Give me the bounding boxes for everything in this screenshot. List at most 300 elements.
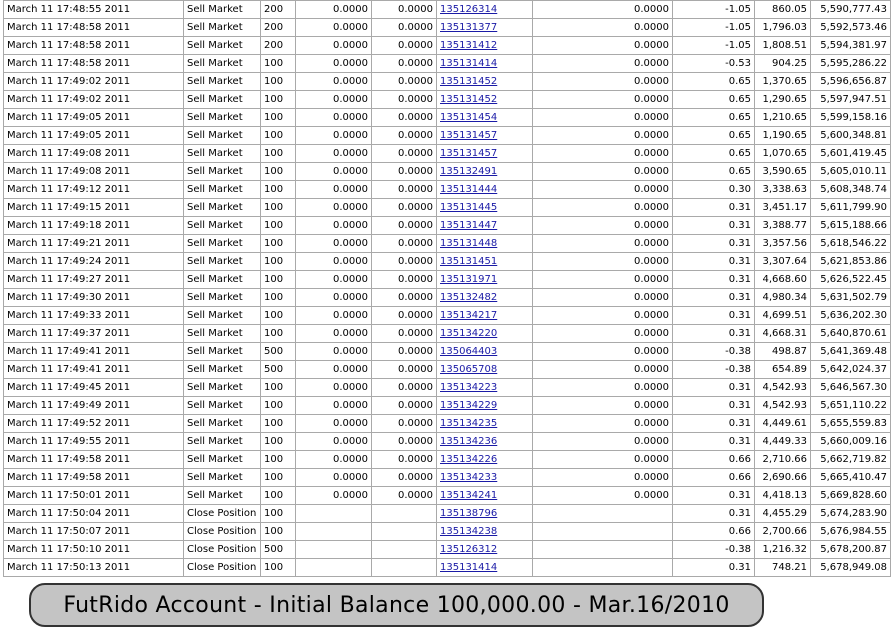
cell-profit: 3,590.65 [755, 163, 811, 181]
cell-time: March 11 17:49:21 2011 [4, 235, 184, 253]
cell-type: Close Position [184, 559, 261, 577]
cell-balance: 5,594,381.97 [811, 37, 891, 55]
cell-time: March 11 17:49:30 2011 [4, 289, 184, 307]
cell-swap: 0.31 [673, 217, 755, 235]
cell-take-profit: 0.0000 [372, 37, 437, 55]
cell-size: 200 [261, 1, 296, 19]
cell-order-link [437, 55, 533, 73]
cell-swap: 0.66 [673, 523, 755, 541]
cell-take-profit: 0.0000 [372, 343, 437, 361]
table-row [4, 271, 891, 289]
cell-balance: 5,660,009.16 [811, 433, 891, 451]
cell-take-profit: 0.0000 [372, 289, 437, 307]
order-link[interactable]: 135064403 [440, 346, 498, 357]
cell-price: 0.0000 [533, 199, 673, 217]
cell-time: March 11 17:50:10 2011 [4, 541, 184, 559]
cell-balance: 5,651,110.22 [811, 397, 891, 415]
cell-stop-loss [296, 559, 372, 577]
cell-size: 100 [261, 235, 296, 253]
cell-balance: 5,626,522.45 [811, 271, 891, 289]
cell-size: 100 [261, 145, 296, 163]
cell-stop-loss: 0.0000 [296, 73, 372, 91]
cell-size: 100 [261, 163, 296, 181]
order-link[interactable]: 135134223 [440, 382, 498, 393]
cell-balance: 5,590,777.43 [811, 1, 891, 19]
order-link[interactable]: 135132482 [440, 292, 498, 303]
cell-type: Sell Market [184, 253, 261, 271]
cell-profit: 4,668.60 [755, 271, 811, 289]
cell-stop-loss: 0.0000 [296, 181, 372, 199]
cell-profit: 3,357.56 [755, 235, 811, 253]
cell-time: March 11 17:50:01 2011 [4, 487, 184, 505]
cell-take-profit [372, 559, 437, 577]
cell-take-profit: 0.0000 [372, 55, 437, 73]
cell-type: Sell Market [184, 469, 261, 487]
cell-price: 0.0000 [533, 379, 673, 397]
cell-swap: 0.31 [673, 397, 755, 415]
cell-order-link [437, 541, 533, 559]
cell-balance: 5,669,828.60 [811, 487, 891, 505]
cell-swap: 0.31 [673, 199, 755, 217]
cell-swap: 0.31 [673, 487, 755, 505]
cell-balance: 5,665,410.47 [811, 469, 891, 487]
cell-take-profit [372, 523, 437, 541]
table-row [4, 253, 891, 271]
cell-profit: 860.05 [755, 1, 811, 19]
cell-type: Sell Market [184, 379, 261, 397]
cell-profit: 1,290.65 [755, 91, 811, 109]
cell-take-profit: 0.0000 [372, 379, 437, 397]
cell-profit: 904.25 [755, 55, 811, 73]
cell-price: 0.0000 [533, 145, 673, 163]
cell-balance: 5,674,283.90 [811, 505, 891, 523]
cell-time: March 11 17:49:15 2011 [4, 199, 184, 217]
table-row [4, 415, 891, 433]
cell-swap: 0.31 [673, 307, 755, 325]
cell-size: 100 [261, 73, 296, 91]
order-link[interactable]: 135131457 [440, 130, 498, 141]
order-link[interactable]: 135134238 [440, 526, 498, 537]
cell-type: Sell Market [184, 181, 261, 199]
order-link[interactable]: 135134217 [440, 310, 498, 321]
cell-size: 100 [261, 325, 296, 343]
cell-size: 100 [261, 253, 296, 271]
cell-take-profit: 0.0000 [372, 127, 437, 145]
cell-take-profit: 0.0000 [372, 73, 437, 91]
cell-time: March 11 17:49:58 2011 [4, 451, 184, 469]
order-link[interactable]: 135131414 [440, 58, 498, 69]
order-link[interactable]: 135131971 [440, 274, 498, 285]
cell-size: 200 [261, 37, 296, 55]
order-link[interactable]: 135131444 [440, 184, 498, 195]
cell-take-profit: 0.0000 [372, 469, 437, 487]
cell-type: Sell Market [184, 127, 261, 145]
cell-stop-loss: 0.0000 [296, 433, 372, 451]
cell-profit: 1,190.65 [755, 127, 811, 145]
cell-size: 100 [261, 289, 296, 307]
order-link[interactable]: 135126314 [440, 4, 498, 15]
table-row [4, 325, 891, 343]
cell-type: Sell Market [184, 451, 261, 469]
cell-profit: 4,418.13 [755, 487, 811, 505]
cell-order-link [437, 505, 533, 523]
cell-price: 0.0000 [533, 415, 673, 433]
cell-size: 500 [261, 343, 296, 361]
table-row [4, 523, 891, 541]
cell-type: Sell Market [184, 415, 261, 433]
cell-swap: -0.38 [673, 343, 755, 361]
cell-swap: 0.31 [673, 433, 755, 451]
table-row [4, 451, 891, 469]
order-link[interactable]: 135134241 [440, 490, 498, 501]
cell-take-profit: 0.0000 [372, 397, 437, 415]
cell-take-profit: 0.0000 [372, 433, 437, 451]
cell-profit: 4,668.31 [755, 325, 811, 343]
cell-type: Close Position [184, 541, 261, 559]
cell-size: 100 [261, 487, 296, 505]
order-link[interactable]: 135131454 [440, 112, 498, 123]
cell-swap: -1.05 [673, 37, 755, 55]
cell-balance: 5,605,010.11 [811, 163, 891, 181]
cell-type: Sell Market [184, 19, 261, 37]
cell-price: 0.0000 [533, 37, 673, 55]
order-link[interactable]: 135131414 [440, 562, 498, 573]
cell-profit: 4,455.29 [755, 505, 811, 523]
cell-profit: 748.21 [755, 559, 811, 577]
cell-type: Sell Market [184, 91, 261, 109]
cell-type: Sell Market [184, 397, 261, 415]
cell-swap: -0.38 [673, 361, 755, 379]
cell-take-profit: 0.0000 [372, 163, 437, 181]
table-row [4, 109, 891, 127]
cell-size: 100 [261, 307, 296, 325]
cell-time: March 11 17:50:07 2011 [4, 523, 184, 541]
cell-order-link [437, 37, 533, 55]
cell-profit: 1,796.03 [755, 19, 811, 37]
cell-swap: 0.65 [673, 73, 755, 91]
cell-stop-loss: 0.0000 [296, 55, 372, 73]
cell-stop-loss: 0.0000 [296, 487, 372, 505]
cell-swap: 0.31 [673, 559, 755, 577]
cell-type: Close Position [184, 523, 261, 541]
table-row [4, 307, 891, 325]
cell-time: March 11 17:49:33 2011 [4, 307, 184, 325]
cell-stop-loss: 0.0000 [296, 163, 372, 181]
table-row [4, 217, 891, 235]
table-row [4, 361, 891, 379]
cell-balance: 5,640,870.61 [811, 325, 891, 343]
cell-take-profit: 0.0000 [372, 271, 437, 289]
cell-swap: 0.66 [673, 469, 755, 487]
cell-type: Sell Market [184, 199, 261, 217]
cell-order-link [437, 361, 533, 379]
table-row [4, 487, 891, 505]
cell-profit: 2,710.66 [755, 451, 811, 469]
cell-time: March 11 17:49:52 2011 [4, 415, 184, 433]
cell-profit: 2,700.66 [755, 523, 811, 541]
cell-stop-loss: 0.0000 [296, 37, 372, 55]
cell-profit: 4,449.33 [755, 433, 811, 451]
cell-type: Sell Market [184, 487, 261, 505]
cell-price: 0.0000 [533, 307, 673, 325]
cell-stop-loss: 0.0000 [296, 343, 372, 361]
cell-order-link [437, 397, 533, 415]
cell-order-link [437, 1, 533, 19]
order-link[interactable]: 135131457 [440, 148, 498, 159]
cell-size: 100 [261, 469, 296, 487]
cell-size: 500 [261, 361, 296, 379]
order-link[interactable]: 135134235 [440, 418, 498, 429]
cell-price: 0.0000 [533, 271, 673, 289]
cell-swap: 0.31 [673, 325, 755, 343]
cell-swap: -0.53 [673, 55, 755, 73]
cell-stop-loss: 0.0000 [296, 469, 372, 487]
cell-price [533, 559, 673, 577]
cell-type: Sell Market [184, 217, 261, 235]
cell-order-link [437, 73, 533, 91]
cell-stop-loss: 0.0000 [296, 109, 372, 127]
cell-stop-loss [296, 541, 372, 559]
cell-order-link [437, 271, 533, 289]
cell-take-profit: 0.0000 [372, 1, 437, 19]
cell-swap: 0.31 [673, 289, 755, 307]
cell-balance: 5,592,573.46 [811, 19, 891, 37]
cell-order-link [437, 325, 533, 343]
cell-type: Sell Market [184, 343, 261, 361]
cell-stop-loss: 0.0000 [296, 379, 372, 397]
cell-order-link [437, 253, 533, 271]
cell-size: 200 [261, 19, 296, 37]
cell-price [533, 505, 673, 523]
cell-balance: 5,621,853.86 [811, 253, 891, 271]
order-link[interactable]: 135131451 [440, 256, 498, 267]
cell-order-link [437, 343, 533, 361]
cell-profit: 1,210.65 [755, 109, 811, 127]
trade-table-body [4, 1, 891, 577]
cell-stop-loss: 0.0000 [296, 19, 372, 37]
cell-type: Sell Market [184, 361, 261, 379]
cell-type: Sell Market [184, 271, 261, 289]
order-link[interactable]: 135131448 [440, 238, 498, 249]
order-link[interactable]: 135131447 [440, 220, 498, 231]
cell-time: March 11 17:49:02 2011 [4, 91, 184, 109]
cell-time: March 11 17:49:58 2011 [4, 469, 184, 487]
cell-profit: 2,690.66 [755, 469, 811, 487]
cell-swap: 0.31 [673, 253, 755, 271]
cell-order-link [437, 415, 533, 433]
table-row [4, 541, 891, 559]
cell-size: 100 [261, 271, 296, 289]
cell-time: March 11 17:49:08 2011 [4, 145, 184, 163]
cell-order-link [437, 19, 533, 37]
cell-size: 100 [261, 91, 296, 109]
cell-time: March 11 17:50:13 2011 [4, 559, 184, 577]
cell-size: 100 [261, 55, 296, 73]
table-row [4, 343, 891, 361]
cell-stop-loss: 0.0000 [296, 145, 372, 163]
cell-swap: 0.30 [673, 181, 755, 199]
cell-time: March 11 17:49:37 2011 [4, 325, 184, 343]
cell-time: March 11 17:49:05 2011 [4, 109, 184, 127]
table-row [4, 559, 891, 577]
cell-price: 0.0000 [533, 235, 673, 253]
cell-profit: 4,542.93 [755, 379, 811, 397]
cell-price: 0.0000 [533, 127, 673, 145]
cell-price: 0.0000 [533, 451, 673, 469]
cell-order-link [437, 379, 533, 397]
cell-price: 0.0000 [533, 343, 673, 361]
cell-type: Sell Market [184, 109, 261, 127]
order-link[interactable]: 135131452 [440, 76, 498, 87]
cell-balance: 5,655,559.83 [811, 415, 891, 433]
cell-time: March 11 17:48:58 2011 [4, 19, 184, 37]
order-link[interactable]: 135131445 [440, 202, 498, 213]
cell-order-link [437, 109, 533, 127]
cell-profit: 3,307.64 [755, 253, 811, 271]
order-link[interactable]: 135134220 [440, 328, 498, 339]
cell-stop-loss: 0.0000 [296, 325, 372, 343]
cell-type: Sell Market [184, 325, 261, 343]
cell-order-link [437, 235, 533, 253]
cell-price: 0.0000 [533, 289, 673, 307]
cell-type: Close Position [184, 505, 261, 523]
cell-price: 0.0000 [533, 181, 673, 199]
cell-profit: 1,070.65 [755, 145, 811, 163]
cell-take-profit: 0.0000 [372, 181, 437, 199]
cell-stop-loss: 0.0000 [296, 307, 372, 325]
cell-profit: 4,980.34 [755, 289, 811, 307]
cell-time: March 11 17:49:55 2011 [4, 433, 184, 451]
cell-stop-loss [296, 505, 372, 523]
cell-stop-loss: 0.0000 [296, 397, 372, 415]
table-row [4, 289, 891, 307]
cell-swap: 0.31 [673, 271, 755, 289]
trade-history-table [3, 0, 891, 577]
order-link[interactable]: 135065708 [440, 364, 498, 375]
cell-size: 100 [261, 181, 296, 199]
cell-price: 0.0000 [533, 253, 673, 271]
cell-time: March 11 17:48:55 2011 [4, 1, 184, 19]
cell-order-link [437, 289, 533, 307]
cell-price: 0.0000 [533, 217, 673, 235]
cell-order-link [437, 433, 533, 451]
cell-time: March 11 17:49:41 2011 [4, 361, 184, 379]
cell-price: 0.0000 [533, 487, 673, 505]
cell-price: 0.0000 [533, 19, 673, 37]
table-row [4, 163, 891, 181]
cell-price [533, 523, 673, 541]
cell-take-profit: 0.0000 [372, 19, 437, 37]
order-link[interactable]: 135126312 [440, 544, 498, 555]
cell-price: 0.0000 [533, 433, 673, 451]
cell-take-profit [372, 505, 437, 523]
table-row [4, 1, 891, 19]
table-row [4, 19, 891, 37]
cell-order-link [437, 145, 533, 163]
table-row [4, 145, 891, 163]
cell-order-link [437, 199, 533, 217]
cell-stop-loss: 0.0000 [296, 253, 372, 271]
cell-take-profit: 0.0000 [372, 217, 437, 235]
cell-order-link [437, 181, 533, 199]
table-row [4, 433, 891, 451]
cell-profit: 4,542.93 [755, 397, 811, 415]
order-link[interactable]: 135131412 [440, 40, 498, 51]
cell-price [533, 541, 673, 559]
cell-stop-loss: 0.0000 [296, 451, 372, 469]
table-row [4, 91, 891, 109]
cell-stop-loss: 0.0000 [296, 235, 372, 253]
cell-price: 0.0000 [533, 73, 673, 91]
cell-balance: 5,611,799.90 [811, 199, 891, 217]
cell-order-link [437, 307, 533, 325]
account-banner [29, 583, 764, 627]
order-link[interactable]: 135132491 [440, 166, 498, 177]
cell-profit: 3,451.17 [755, 199, 811, 217]
order-link[interactable]: 135134233 [440, 472, 498, 483]
cell-order-link [437, 523, 533, 541]
cell-profit: 4,699.51 [755, 307, 811, 325]
cell-type: Sell Market [184, 235, 261, 253]
cell-profit: 4,449.61 [755, 415, 811, 433]
order-link[interactable]: 135131377 [440, 22, 498, 33]
cell-price: 0.0000 [533, 397, 673, 415]
cell-order-link [437, 163, 533, 181]
table-row [4, 379, 891, 397]
order-link[interactable]: 135134226 [440, 454, 498, 465]
cell-swap: 0.31 [673, 415, 755, 433]
cell-profit: 3,388.77 [755, 217, 811, 235]
cell-profit: 1,370.65 [755, 73, 811, 91]
cell-type: Sell Market [184, 289, 261, 307]
cell-size: 100 [261, 415, 296, 433]
cell-swap: -0.38 [673, 541, 755, 559]
cell-price: 0.0000 [533, 163, 673, 181]
order-link[interactable]: 135131452 [440, 94, 498, 105]
table-row [4, 127, 891, 145]
cell-balance: 5,662,719.82 [811, 451, 891, 469]
cell-time: March 11 17:49:41 2011 [4, 343, 184, 361]
cell-profit: 498.87 [755, 343, 811, 361]
banner-text: FutRido Account - Initial Balance 100,000.00 - Mar.16/2010 [63, 592, 730, 618]
cell-balance: 5,636,202.30 [811, 307, 891, 325]
cell-type: Sell Market [184, 1, 261, 19]
order-link[interactable]: 135138796 [440, 508, 498, 519]
cell-swap: -1.05 [673, 19, 755, 37]
cell-size: 100 [261, 379, 296, 397]
cell-type: Sell Market [184, 37, 261, 55]
cell-price: 0.0000 [533, 55, 673, 73]
cell-size: 100 [261, 127, 296, 145]
order-link[interactable]: 135134236 [440, 436, 498, 447]
order-link[interactable]: 135134229 [440, 400, 498, 411]
cell-swap: 0.65 [673, 127, 755, 145]
table-row [4, 37, 891, 55]
cell-take-profit: 0.0000 [372, 487, 437, 505]
cell-type: Sell Market [184, 163, 261, 181]
cell-type: Sell Market [184, 55, 261, 73]
cell-balance: 5,618,546.22 [811, 235, 891, 253]
cell-price: 0.0000 [533, 1, 673, 19]
cell-take-profit: 0.0000 [372, 451, 437, 469]
cell-type: Sell Market [184, 145, 261, 163]
table-row [4, 181, 891, 199]
cell-take-profit: 0.0000 [372, 361, 437, 379]
cell-order-link [437, 127, 533, 145]
cell-balance: 5,595,286.22 [811, 55, 891, 73]
cell-balance: 5,596,656.87 [811, 73, 891, 91]
cell-type: Sell Market [184, 433, 261, 451]
